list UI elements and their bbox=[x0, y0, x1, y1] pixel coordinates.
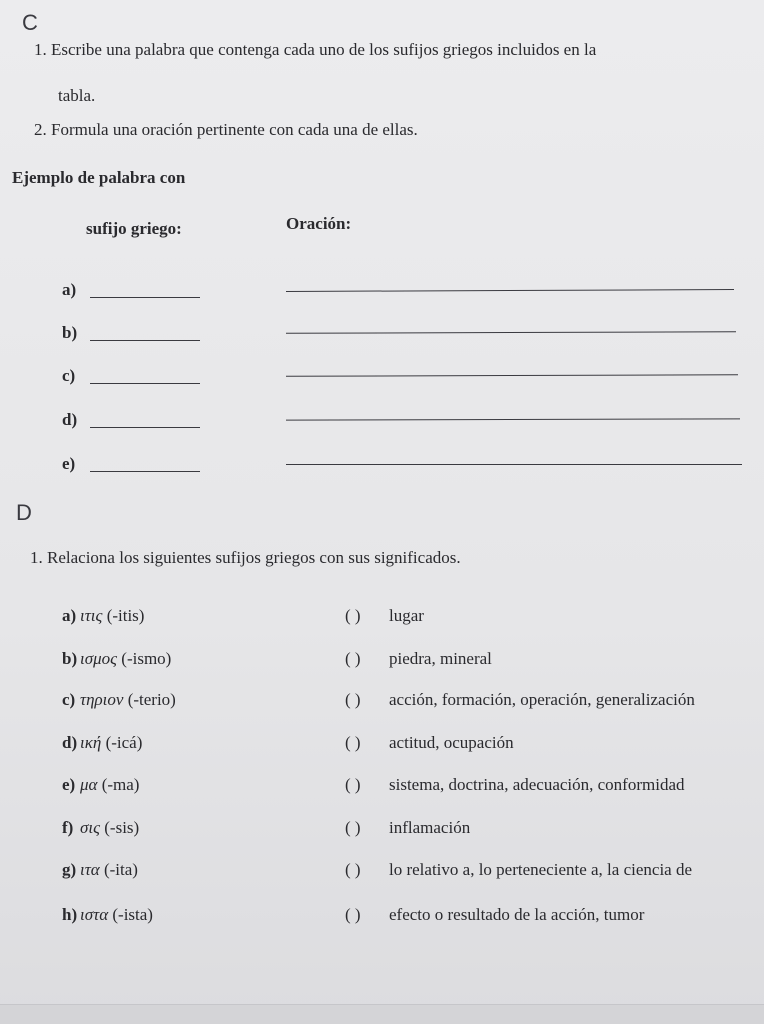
match-row-b bbox=[62, 649, 752, 673]
answer-parentheses[interactable]: ( ) bbox=[345, 775, 361, 794]
match-row-h bbox=[62, 905, 752, 929]
c-instruction-2: 2. Formula una oración pertinente con cada una de ellas. bbox=[34, 120, 418, 139]
c-header-word-column: sufijo griego: bbox=[86, 219, 182, 238]
match-row-c bbox=[62, 690, 752, 714]
word-blank-line[interactable] bbox=[90, 471, 200, 472]
row-label: e) bbox=[62, 454, 76, 473]
match-row-g bbox=[62, 860, 752, 884]
answer-parentheses[interactable]: ( ) bbox=[345, 860, 361, 879]
match-row-e bbox=[62, 775, 752, 799]
item-label: b) bbox=[62, 649, 78, 668]
suffix: ιτις (-itis) bbox=[80, 606, 145, 625]
row-label: b) bbox=[62, 323, 78, 342]
page-bottom-edge bbox=[0, 1004, 764, 1024]
suffix: ισμος (-ismo) bbox=[80, 649, 172, 668]
row-label: c) bbox=[62, 366, 76, 385]
match-row-f bbox=[62, 818, 752, 842]
item-label: a) bbox=[62, 606, 77, 625]
meaning: inflamación bbox=[389, 818, 471, 837]
word-blank-line[interactable] bbox=[90, 297, 200, 298]
c-header-sentence-column: Oración: bbox=[286, 214, 352, 233]
section-c-letter: C bbox=[22, 10, 38, 35]
item-label: e) bbox=[62, 775, 76, 794]
fill-row-a bbox=[62, 280, 752, 306]
word-blank-line[interactable] bbox=[90, 427, 200, 428]
row-label: a) bbox=[62, 280, 77, 299]
suffix: ιστα (-ista) bbox=[80, 905, 153, 924]
match-row-d bbox=[62, 733, 752, 757]
c-instruction-1: 1. Escribe una palabra que contenga cada uno de los sufijos griegos incluidos en la bbox=[34, 40, 597, 59]
item-label: c) bbox=[62, 690, 76, 709]
section-d-letter: D bbox=[16, 500, 32, 525]
answer-parentheses[interactable]: ( ) bbox=[345, 649, 361, 668]
d-instruction: 1. Relaciona los siguientes sufijos griegos con sus significados. bbox=[30, 548, 461, 567]
suffix: μα (-ma) bbox=[80, 775, 140, 794]
item-label: f) bbox=[62, 818, 74, 837]
meaning: sistema, doctrina, adecuación, conformidad bbox=[389, 775, 685, 794]
word-blank-line[interactable] bbox=[90, 340, 200, 341]
item-label: h) bbox=[62, 905, 78, 924]
meaning: lo relativo a, lo perteneciente a, la ciencia de bbox=[389, 860, 693, 879]
suffix: σις (-sis) bbox=[80, 818, 140, 837]
match-row-a bbox=[62, 606, 752, 630]
item-label: g) bbox=[62, 860, 77, 879]
fill-row-b bbox=[62, 323, 752, 349]
answer-parentheses[interactable]: ( ) bbox=[345, 606, 361, 625]
word-blank-line[interactable] bbox=[90, 383, 200, 384]
fill-row-d bbox=[62, 410, 752, 436]
fill-row-e bbox=[62, 454, 752, 480]
answer-parentheses[interactable]: ( ) bbox=[345, 905, 361, 924]
suffix: τηριον (-terio) bbox=[80, 690, 176, 709]
sentence-blank-line-e[interactable] bbox=[286, 464, 742, 465]
fill-row-c bbox=[62, 366, 752, 392]
meaning: acción, formación, operación, generalización bbox=[389, 690, 695, 709]
suffix: ική (-icá) bbox=[80, 733, 143, 752]
answer-parentheses[interactable]: ( ) bbox=[345, 690, 361, 709]
c-header-line1: Ejemplo de palabra con bbox=[12, 168, 186, 187]
meaning: actitud, ocupación bbox=[389, 733, 514, 752]
meaning: lugar bbox=[389, 606, 424, 625]
meaning: piedra, mineral bbox=[389, 649, 492, 668]
answer-parentheses[interactable]: ( ) bbox=[345, 733, 361, 752]
answer-parentheses[interactable]: ( ) bbox=[345, 818, 361, 837]
row-label: d) bbox=[62, 410, 78, 429]
suffix: ιτα (-ita) bbox=[80, 860, 138, 879]
item-label: d) bbox=[62, 733, 78, 752]
c-instruction-1-cont: tabla. bbox=[58, 86, 96, 105]
meaning: efecto o resultado de la acción, tumor bbox=[389, 905, 645, 924]
